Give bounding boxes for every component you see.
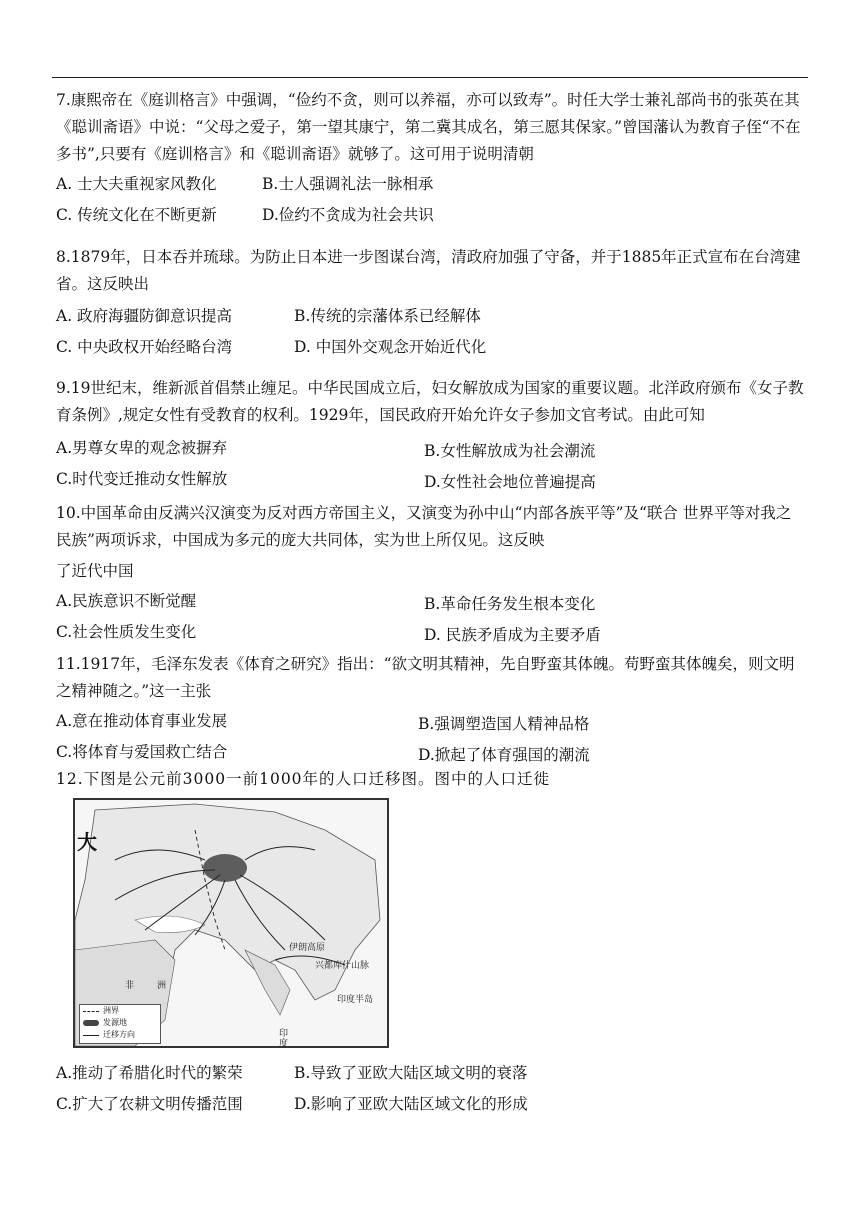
header-rule — [52, 77, 808, 78]
question-7-option-d[interactable]: D.俭约不贪成为社会共识 — [262, 206, 434, 224]
question-11-option-c[interactable]: C.将体育与爱国救亡结合 — [56, 743, 228, 761]
question-12-option-d[interactable]: D.影响了亚欧大陆区域文化的形成 — [294, 1095, 528, 1113]
question-8-option-a[interactable]: A. 政府海疆防御意识提高 — [56, 307, 233, 325]
question-8-stem: 8.1879年，日本吞并琉球。为防止日本进一步图谋台湾，清政府加强了守备，并于1885年正式宣布在台湾建省。这反映出 — [56, 248, 801, 293]
question-9-option-b[interactable]: B.女性解放成为社会潮流 — [424, 442, 596, 460]
question-9-option-a[interactable]: A.男尊女卑的观念被摒弃 — [56, 439, 228, 457]
question-8-option-b[interactable]: B.传统的宗藩体系已经解体 — [294, 307, 481, 325]
question-10-option-c[interactable]: C.社会性质发生变化 — [56, 623, 197, 641]
question-10-option-b[interactable]: B.革命任务发生根本变化 — [424, 595, 596, 613]
question-11-stem: 11.1917年，毛泽东发表《体育之研究》指出：“欲文明其精神，先自野蛮其体魄。苟野蛮其体魄矣，则文明之精神随之。”这一主张 — [56, 655, 795, 700]
question-7-option-c[interactable]: C. 传统文化在不断更新 — [56, 206, 217, 224]
question-8-option-c[interactable]: C. 中央政权开始经略台湾 — [56, 338, 233, 356]
question-11-option-b[interactable]: B.强调塑造国人精神品格 — [418, 715, 590, 733]
map-label-africa-2: 洲 — [157, 981, 167, 991]
question-12-option-b[interactable]: B.导致了亚欧大陆区域文明的衰落 — [294, 1064, 528, 1082]
question-11-option-d[interactable]: D.掀起了体育强国的潮流 — [418, 746, 590, 764]
question-10-option-d[interactable]: D. 民族矛盾成为主要矛盾 — [424, 626, 601, 644]
question-7-option-a[interactable]: A. 士大夫重视家风教化 — [56, 175, 217, 193]
map-label-india-1: 印 — [279, 1029, 289, 1039]
map-label-india-2: 度 — [279, 1039, 289, 1048]
question-10-option-a[interactable]: A.民族意识不断觉醒 — [56, 592, 197, 610]
map-label-continent: 大 — [77, 830, 97, 854]
question-9-stem: 9.19世纪末，维新派首倡禁止缠足。中华民国成立后，妇女解放成为国家的重要议题。北洋政府颁布《女子教育条例》,规定女性有受教育的权利。1929年，国民政府开始允许女子参加文官考试。由此可知 — [56, 379, 804, 424]
map-label-iran: 伊朗高原 — [289, 943, 326, 953]
question-7-stem: 7.康熙帝在《庭训格言》中强调，“俭约不贪，则可以养福，亦可以致寿”。时任大学士兼礼部尚书的张英在其《聪训斋语》中说：“父母之爱子，第一望其康宁，第二冀其成名，第三愿其保家。”曾国藩认为教育子侄“不在多书”,只要有《庭训格言》和《聪训斋语》就够了。这可用于说明清朝 — [56, 91, 801, 163]
question-9-option-c[interactable]: C.时代变迁推动女性解放 — [56, 470, 228, 488]
map-label-india-peninsula: 印度半岛 — [337, 995, 374, 1005]
question-12-option-c[interactable]: C.扩大了农耕文明传播范围 — [56, 1095, 243, 1113]
map-label-africa-1: 非 — [125, 981, 135, 991]
question-10-stem-continued: 了近代中国 — [56, 562, 134, 580]
question-11-option-a[interactable]: A.意在推动体育事业发展 — [56, 712, 228, 730]
question-8-option-d[interactable]: D. 中国外交观念开始近代化 — [294, 338, 487, 356]
question-10-stem: 10.中国革命由反满兴汉演变为反对西方帝国主义，又演变为孙中山“内部各族平等”及“联合 世界平等对我之民族”两项诉求，中国成为多元的庞大共同体，实为世上所仅见。这反映 — [56, 504, 792, 549]
question-12-option-a[interactable]: A.推动了希腊化时代的繁荣 — [56, 1064, 243, 1082]
question-7-option-b[interactable]: B.士人强调礼法一脉相承 — [262, 175, 434, 193]
question-9-option-d[interactable]: D.女性社会地位普遍提高 — [424, 473, 596, 491]
legend-boundary: 洲界 — [103, 1006, 119, 1015]
legend-direction: 迁移方向 — [103, 1030, 135, 1039]
migration-map — [73, 798, 389, 1048]
origin-area — [203, 854, 247, 882]
legend-origin: 发源地 — [103, 1018, 127, 1027]
question-12-stem: 12.下图是公元前3000一前1000年的人口迁移图。图中的人口迁徙 — [56, 770, 551, 788]
map-label-hindu-kush: 兴都库什山脉 — [315, 961, 370, 971]
map-legend — [79, 1004, 161, 1044]
